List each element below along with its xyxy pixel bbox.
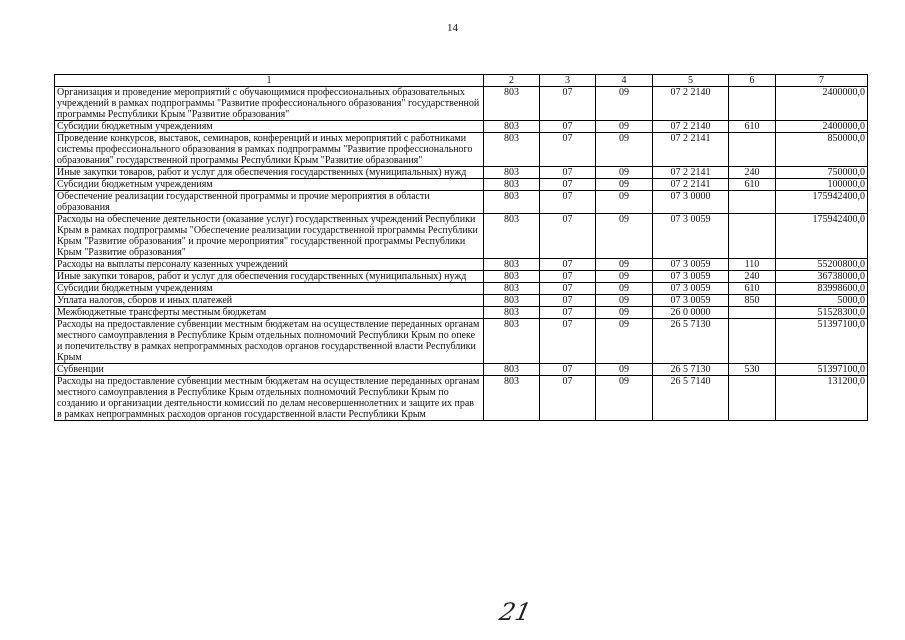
row-name: Уплата налогов, сборов и иных платежей	[55, 295, 484, 307]
cell-subsection: 09	[596, 307, 653, 319]
cell-section: 07	[540, 121, 596, 133]
table-row	[55, 133, 868, 167]
cell-expense-type	[729, 376, 776, 421]
cell-expense-type: 850	[729, 295, 776, 307]
cell-subsection: 09	[596, 167, 653, 179]
cell-expense-type: 240	[729, 167, 776, 179]
table-row	[55, 214, 868, 259]
cell-subsection: 09	[596, 121, 653, 133]
table-row	[55, 364, 868, 376]
table-row	[55, 179, 868, 191]
row-name: Межбюджетные трансферты местным бюджетам	[55, 307, 484, 319]
budget-table	[54, 74, 868, 421]
row-name: Расходы на обеспечение деятельности (оказание услуг) государственных учреждений Республики Крым в рамках подпрограммы "Обеспечение реализации государственной программы Республики Крым "Развитие образования" и прочие мероприятия" государственной программы Республики Крым "Развитие образования"	[55, 214, 484, 259]
row-name: Субвенции	[55, 364, 484, 376]
cell-ministry: 803	[484, 259, 540, 271]
table-row	[55, 167, 868, 179]
cell-expense-type	[729, 133, 776, 167]
cell-subsection: 09	[596, 295, 653, 307]
cell-target-article: 26 5 7130	[653, 364, 729, 376]
cell-ministry: 803	[484, 121, 540, 133]
cell-target-article: 07 2 2140	[653, 87, 729, 121]
cell-ministry: 803	[484, 283, 540, 295]
handwritten-page-mark: 21	[497, 598, 534, 626]
cell-amount: 51528300,0	[776, 307, 868, 319]
table-row	[55, 283, 868, 295]
cell-ministry: 803	[484, 179, 540, 191]
cell-target-article: 07 3 0059	[653, 271, 729, 283]
table-row	[55, 307, 868, 319]
cell-expense-type: 530	[729, 364, 776, 376]
cell-amount: 750000,0	[776, 167, 868, 179]
table-row	[55, 259, 868, 271]
cell-ministry: 803	[484, 133, 540, 167]
cell-section: 07	[540, 271, 596, 283]
cell-target-article: 26 0 0000	[653, 307, 729, 319]
cell-amount: 51397100,0	[776, 319, 868, 364]
cell-section: 07	[540, 319, 596, 364]
cell-subsection: 09	[596, 191, 653, 214]
cell-amount: 131200,0	[776, 376, 868, 421]
cell-subsection: 09	[596, 87, 653, 121]
cell-ministry: 803	[484, 319, 540, 364]
table-row	[55, 121, 868, 133]
cell-section: 07	[540, 87, 596, 121]
table-row	[55, 191, 868, 214]
row-name: Субсидии бюджетным учреждениям	[55, 283, 484, 295]
cell-target-article: 07 2 2141	[653, 167, 729, 179]
cell-section: 07	[540, 179, 596, 191]
cell-ministry: 803	[484, 307, 540, 319]
cell-target-article: 07 3 0059	[653, 259, 729, 271]
header-cell: 7	[776, 75, 868, 87]
cell-subsection: 09	[596, 259, 653, 271]
cell-section: 07	[540, 364, 596, 376]
row-name: Организация и проведение мероприятий с обучающимися профессиональных образовательных учреждений в рамках подпрограммы "Развитие профессионального образования" государственной программы Республики Крым "Развитие образования"	[55, 87, 484, 121]
header-cell: 2	[484, 75, 540, 87]
cell-amount: 100000,0	[776, 179, 868, 191]
cell-section: 07	[540, 214, 596, 259]
cell-section: 07	[540, 295, 596, 307]
cell-subsection: 09	[596, 179, 653, 191]
cell-expense-type: 610	[729, 283, 776, 295]
cell-expense-type: 110	[729, 259, 776, 271]
table-row	[55, 271, 868, 283]
cell-amount: 175942400,0	[776, 191, 868, 214]
cell-subsection: 09	[596, 376, 653, 421]
cell-ministry: 803	[484, 271, 540, 283]
header-cell: 4	[596, 75, 653, 87]
cell-subsection: 09	[596, 133, 653, 167]
cell-expense-type	[729, 319, 776, 364]
cell-target-article: 07 3 0059	[653, 283, 729, 295]
cell-target-article: 26 5 7130	[653, 319, 729, 364]
row-name: Расходы на предоставление субвенции местным бюджетам на осуществление переданных органам местного самоуправления в Республике Крым отдельных полномочий Республики Крым по созданию и организации деятельности комиссий по делам несовершеннолетних и защите их прав в рамках непрограммных расходов органов государственной власти Республики Крым	[55, 376, 484, 421]
cell-subsection: 09	[596, 364, 653, 376]
cell-ministry: 803	[484, 364, 540, 376]
cell-expense-type	[729, 191, 776, 214]
table-row	[55, 87, 868, 121]
header-cell: 5	[653, 75, 729, 87]
cell-subsection: 09	[596, 319, 653, 364]
cell-amount: 2400000,0	[776, 87, 868, 121]
row-name: Иные закупки товаров, работ и услуг для обеспечения государственных (муниципальных) нужд	[55, 167, 484, 179]
cell-subsection: 09	[596, 283, 653, 295]
cell-subsection: 09	[596, 214, 653, 259]
cell-section: 07	[540, 307, 596, 319]
header-cell: 3	[540, 75, 596, 87]
table-row	[55, 295, 868, 307]
cell-expense-type: 610	[729, 179, 776, 191]
row-name: Обеспечение реализации государственной программы и прочие мероприятия в области образования	[55, 191, 484, 214]
page-number: 14	[447, 22, 458, 34]
cell-expense-type	[729, 214, 776, 259]
cell-target-article: 07 2 2140	[653, 121, 729, 133]
cell-amount: 51397100,0	[776, 364, 868, 376]
cell-section: 07	[540, 133, 596, 167]
cell-target-article: 07 3 0059	[653, 214, 729, 259]
cell-expense-type: 610	[729, 121, 776, 133]
header-row	[55, 75, 868, 87]
cell-ministry: 803	[484, 191, 540, 214]
cell-expense-type	[729, 307, 776, 319]
cell-target-article: 07 2 2141	[653, 133, 729, 167]
cell-amount: 175942400,0	[776, 214, 868, 259]
row-name: Субсидии бюджетным учреждениям	[55, 121, 484, 133]
cell-ministry: 803	[484, 295, 540, 307]
cell-target-article: 07 2 2141	[653, 179, 729, 191]
cell-expense-type	[729, 87, 776, 121]
cell-section: 07	[540, 191, 596, 214]
cell-amount: 850000,0	[776, 133, 868, 167]
cell-amount: 5000,0	[776, 295, 868, 307]
table-row	[55, 376, 868, 421]
cell-amount: 83998600,0	[776, 283, 868, 295]
cell-ministry: 803	[484, 167, 540, 179]
cell-amount: 36738000,0	[776, 271, 868, 283]
cell-ministry: 803	[484, 376, 540, 421]
header-cell: 1	[55, 75, 484, 87]
cell-section: 07	[540, 283, 596, 295]
cell-expense-type: 240	[729, 271, 776, 283]
row-name: Субсидии бюджетным учреждениям	[55, 179, 484, 191]
cell-section: 07	[540, 167, 596, 179]
table-row	[55, 319, 868, 364]
row-name: Проведение конкурсов, выставок, семинаров, конференций и иных мероприятий с работниками системы профессионального образования в рамках подпрограммы "Развитие профессионального образования" государственной программы Республики Крым "Развитие образования"	[55, 133, 484, 167]
row-name: Иные закупки товаров, работ и услуг для обеспечения государственных (муниципальных) нужд	[55, 271, 484, 283]
cell-target-article: 26 5 7140	[653, 376, 729, 421]
cell-target-article: 07 3 0059	[653, 295, 729, 307]
cell-ministry: 803	[484, 214, 540, 259]
cell-amount: 2400000,0	[776, 121, 868, 133]
cell-section: 07	[540, 259, 596, 271]
cell-target-article: 07 3 0000	[653, 191, 729, 214]
cell-section: 07	[540, 376, 596, 421]
row-name: Расходы на предоставление субвенции местным бюджетам на осуществление переданных органам местного самоуправления в Республике Крым отдельных полномочий Республики Крым по опеке и попечительству в рамках непрограммных расходов органов государственной власти Республики Крым	[55, 319, 484, 364]
cell-subsection: 09	[596, 271, 653, 283]
row-name: Расходы на выплаты персоналу казенных учреждений	[55, 259, 484, 271]
cell-ministry: 803	[484, 87, 540, 121]
cell-amount: 55200800,0	[776, 259, 868, 271]
header-cell: 6	[729, 75, 776, 87]
